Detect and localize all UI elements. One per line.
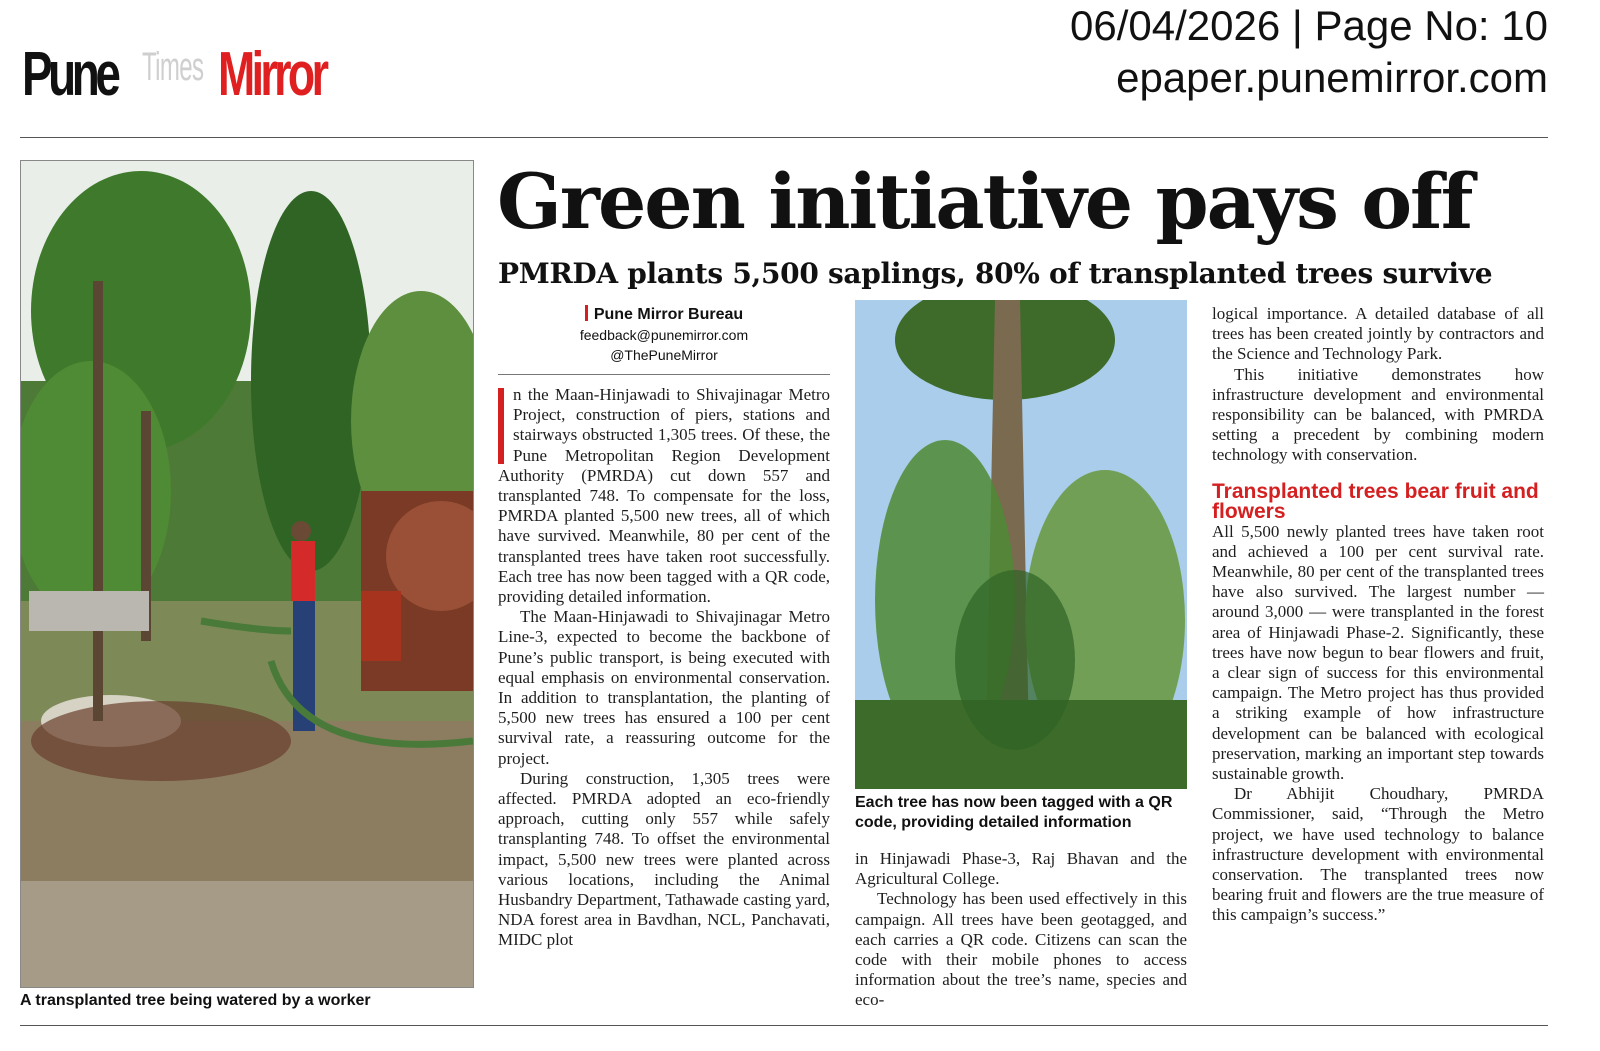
- paragraph: The Maan-Hinjawadi to Shivajinagar Metro Line-3, expected to become the backbone of Pune’s public transport, is being executed with equal emphasis on environmental conservation. In addition to transplantation, the planting of 5,500 new trees has ensured a 100 per cent survival rate, a reassuring outcome for the project.: [498, 607, 830, 768]
- byline: [498, 305, 830, 365]
- paragraph: in Hinjawadi Phase-3, Raj Bhavan and the Agricultural College.: [855, 849, 1187, 889]
- paragraph: This initiative demonstrates how infrastructure development and environmental responsibility can be balanced, with PMRDA setting a precedent by combining modern technology with conservation.: [1212, 364, 1544, 465]
- photo-caption-middle: Each tree has now been tagged with a QR code, providing detailed information: [855, 794, 1173, 831]
- section-subheading: Transplanted trees bear fruit and flowers: [1212, 479, 1539, 523]
- logo-mirror: Mirror: [218, 40, 326, 109]
- website-url[interactable]: epaper.punemirror.com: [1116, 54, 1548, 101]
- logo-times: Times: [142, 45, 204, 89]
- paragraph: Dr Abhijit Choudhary, PMRDA Commissioner, said, “Through the Metro project, we have used technology to balance infrastructure development with environmental conservation. The transplanted trees now bearing fruit and flowers are the true measure of this campaign’s success.”: [1212, 784, 1544, 925]
- photo-worker-watering-tree: [20, 160, 474, 988]
- photo-caption-left: A transplanted tree being watered by a worker: [20, 992, 371, 1009]
- headline: Green initiative pays off: [497, 157, 1472, 246]
- top-divider: [20, 137, 1548, 138]
- paragraph: logical importance. A detailed database of all trees has been created jointly by contractors and the Science and Technology Park.: [1212, 304, 1544, 364]
- byline-divider: [498, 374, 830, 375]
- byline-twitter-handle[interactable]: @ThePuneMirror: [610, 347, 718, 363]
- byline-author: [498, 305, 830, 325]
- paragraph: [498, 385, 830, 607]
- drop-cap-marker: [498, 388, 504, 464]
- logo-pune: Pune: [22, 40, 117, 109]
- subheadline: PMRDA plants 5,500 saplings, 80% of transplanted trees survive: [498, 257, 1493, 290]
- article-column-1: [498, 385, 830, 951]
- edition-info: [1070, 0, 1548, 104]
- byline-name: Pune Mirror Bureau: [593, 306, 744, 323]
- newspaper-logo: [22, 28, 367, 109]
- photo-illustration: [855, 300, 1187, 789]
- article-column-3: [1212, 304, 1544, 926]
- bottom-divider: [20, 1025, 1548, 1026]
- paragraph: All 5,500 newly planted trees have taken root and achieved a 100 per cent survival rate. Meanwhile, 80 per cent of the transplanted trees have also survived. The largest number — around 3,000 — were transplanted in the forest area of Hinjawadi Phase-2. Significantly, these trees have now begun to bear flowers and fruit, a clear sign of success for this environmental campaign. The Metro project has thus provided a striking example of how infrastructure development can be balanced with ecological preservation, marking an important step towards sustainable growth.: [1212, 521, 1544, 784]
- byline-email[interactable]: feedback@punemirror.com: [579, 327, 749, 343]
- photo-illustration: [21, 161, 473, 987]
- paragraph: Technology has been used effectively in this campaign. All trees have been geotagged, and each carries a QR code. Citizens can scan the code with their mobile phones to access information about the tree’s name, species and eco-: [855, 889, 1187, 1010]
- article-column-2: [855, 849, 1187, 1011]
- paragraph: During construction, 1,305 trees were affected. PMRDA adopted an eco-friendly approach, cutting only 557 while safely transplanting 748. To offset the environmental impact, 5,500 new trees were planted across various locations, including the Animal Husbandry Department, Tathawade casting yard, NDA forest area in Bavdhan, NCL, Panchavati, MIDC plot: [498, 768, 830, 950]
- byline-accent-bar: [585, 305, 588, 321]
- photo-tagged-tree: [855, 300, 1187, 789]
- date-page-number: 06/04/2026 | Page No: 10: [1070, 2, 1548, 49]
- paragraph-text: n the Maan-Hinjawadi to Shivajinagar Metro Project, construction of piers, stations and stairways obstructed 1,305 trees. Of these, the Pune Metropolitan Region Development Authority (PMRDA) cut down 557 and transplanted 748. To compensate for the loss, PMRDA planted 5,500 new trees, all of which have survived. Meanwhile, 80 per cent of the transplanted trees have taken root successfully. Each tree has now been tagged with a QR code, providing detailed information.: [498, 385, 830, 607]
